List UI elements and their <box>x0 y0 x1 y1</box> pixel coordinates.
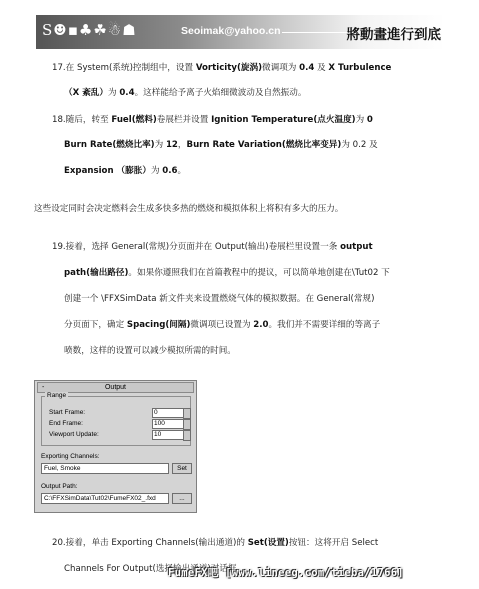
end-frame-spinner-icon[interactable] <box>183 419 191 430</box>
exporting-channels-label: Exporting Channels: <box>41 453 100 460</box>
range-group-label: Range <box>47 392 67 399</box>
step-18-line-1: 18.随后，转至 Fuel(燃料)卷展栏并设置 Ignition Temperature(点火温度)为 0 <box>52 115 373 125</box>
step-18-line-2: Burn Rate(燃烧比率)为 12，Burn Rate Variation(燃烧比率变异)为 0.2 及 <box>64 140 378 150</box>
viewport-update-label: Viewport Update: <box>49 431 99 438</box>
step-19-line-1: 19.接着，选择 General(常规)分页面并在 Output(输出)卷展栏里设置一条 output <box>52 242 373 252</box>
output-path-field[interactable]: C:\FFXSimData\Tut02\FumeFX02_.fxd <box>41 493 169 504</box>
step-20-line-2: Channels For Output(选择输出通道)对话框。 <box>64 564 246 574</box>
header-title: 將動畫進行到底 <box>346 27 441 43</box>
page-header <box>36 15 445 49</box>
viewport-update-input[interactable]: 10 <box>152 430 187 440</box>
viewport-update-spinner-icon[interactable] <box>183 430 191 441</box>
set-button[interactable]: Set <box>172 463 192 474</box>
exporting-channels-field[interactable]: Fuel, Smoke <box>41 463 169 474</box>
header-email: Seoimak@yahoo.cn <box>181 25 281 37</box>
step-19-line-2: path(输出路径)。如果你遵照我们在首篇教程中的提议，可以简单地创建在\Tut02 下 <box>64 268 390 278</box>
note-text: 这些设定同时会决定燃料会生成多快多热的燃烧和模拟体积上将积有多大的压力。 <box>34 204 344 214</box>
header-logo-icon: S☻▪♣☘☃☗ <box>42 21 137 39</box>
step-19-line-5: 喷数，这样的设置可以减少模拟所需的时间。 <box>64 346 236 356</box>
end-frame-input[interactable]: 100 <box>152 419 187 429</box>
output-rollout-title: Output <box>104 384 126 391</box>
watermark: FumeFX吧 [www.lineeg.com/tieba/1766] <box>168 567 404 579</box>
step-19-line-3: 创建一个 \FFXSimData 新文件夹来设置燃烧气体的模拟数据。在 General(常规) <box>64 294 375 304</box>
step-20-line-1: 20.接着，单击 Exporting Channels(输出通道)的 Set(设置)按钮：这将开启 Select <box>52 538 379 548</box>
step-17-line-2: （X 紊乱）为 0.4。这样能给予离子火焰细微波动及自然振动。 <box>64 88 307 98</box>
output-path-label: Output Path: <box>41 483 78 490</box>
collapse-minus-icon[interactable]: - <box>42 384 45 391</box>
start-frame-spinner-icon[interactable] <box>183 408 191 419</box>
start-frame-label: Start Frame: <box>49 409 86 416</box>
end-frame-label: End Frame: <box>49 420 83 427</box>
browse-button[interactable]: ... <box>172 493 192 504</box>
output-rollout-panel <box>34 380 197 513</box>
step-19-line-4: 分页面下，确定 Spacing(间隔)微调项已设置为 2.0。我们并不需要详细的等离子 <box>64 320 381 330</box>
step-17-line-1: 17.在 System(系统)控制组中，设置 Vorticity(旋涡)微调项为 0.4 及 X Turbulence <box>52 63 392 73</box>
step-18-line-3: Expansion （膨胀）为 0.6。 <box>64 166 187 176</box>
start-frame-input[interactable]: 0 <box>152 408 187 418</box>
